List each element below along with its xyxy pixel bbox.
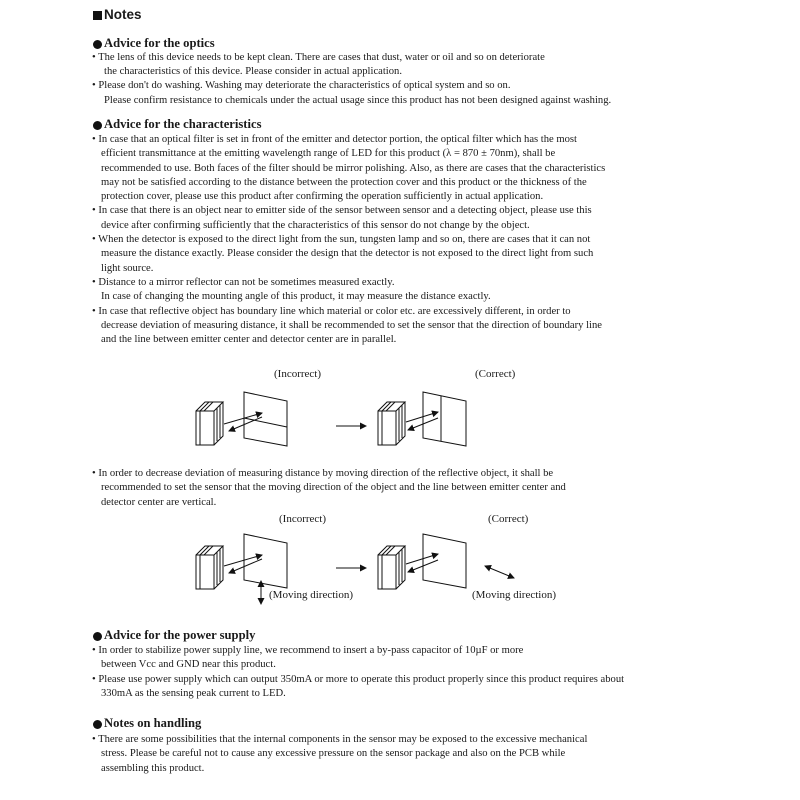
moving-direction-diagonal-arrow bbox=[485, 566, 514, 578]
characteristics-line: • In order to decrease deviation of measuring distance by moving direction of the reflective object, it shall be bbox=[92, 468, 554, 479]
section-heading-characteristics: Advice for the characteristics bbox=[104, 117, 262, 131]
sensor-block-correct-2 bbox=[378, 546, 405, 589]
sensor-block-incorrect-2 bbox=[196, 546, 223, 589]
handling-line: • There are some possibilities that the internal components in the sensor may be exposed to the excessive mechanical bbox=[92, 734, 588, 745]
characteristics-line: • In case that there is an object near to emitter side of the sensor between sensor and a detecting object, please use this bbox=[92, 205, 592, 216]
figure1-correct-caption: (Correct) bbox=[475, 368, 516, 380]
characteristics-line: light source. bbox=[101, 263, 154, 274]
characteristics-line: recommended to use. Both faces of the filter should be mirror polishing. Also, as there are cases that the characteristics bbox=[101, 163, 606, 174]
page-title: Notes bbox=[104, 7, 142, 22]
characteristics-line: efficient transmittance at the emitting wavelength range of LED for this product (λ = 870 ± 70nm), shall be bbox=[101, 148, 556, 159]
power-line: • In order to stabilize power supply line, we recommend to insert a by-pass capacitor of 10µF or more bbox=[92, 645, 524, 656]
power-line: • Please use power supply which can output 350mA or more to operate this product properly since this product requires about bbox=[92, 674, 625, 685]
section-heading-optics: Advice for the optics bbox=[104, 36, 215, 50]
characteristics-line: protection cover, please use this product after confirming the operation sufficiently in actual application. bbox=[101, 191, 544, 202]
characteristics-line: measure the distance exactly. Please consider the design that the detector is not exposed to the direct light from such bbox=[101, 248, 594, 259]
reflector-panel-correct-2 bbox=[423, 534, 466, 588]
optics-line: • Please don't do washing. Washing may deteriorate the characteristics of optical system and so on. bbox=[92, 80, 511, 91]
optics-line: Please confirm resistance to chemicals under the actual usage since this product has not been designed against washing. bbox=[104, 95, 612, 106]
figure2-correct-caption: (Correct) bbox=[488, 513, 529, 525]
bullet-dot-icon bbox=[93, 632, 102, 641]
figure2-moving-caption-incorrect: (Moving direction) bbox=[269, 589, 354, 601]
characteristics-line: device after confirming sufficiently that the characteristics of this sensor do not change by the object. bbox=[101, 220, 530, 231]
power-line: between Vcc and GND near this product. bbox=[101, 659, 276, 670]
characteristics-line: • In case that reflective object has boundary line which material or color etc. are excessively different, in order to bbox=[92, 306, 571, 317]
characteristics-line: • When the detector is exposed to the direct light from the sun, tungsten lamp and so on, there are cases that it can not bbox=[92, 234, 591, 245]
characteristics-line: may not be satisfied according to the distance between the protection cover and this product or the thickness of the bbox=[101, 177, 587, 188]
characteristics-line: • Distance to a mirror reflector can not be sometimes measured exactly. bbox=[92, 277, 395, 288]
handling-line: assembling this product. bbox=[101, 763, 205, 774]
characteristics-line: recommended to set the sensor that the moving direction of the object and the line between emitter center and bbox=[101, 482, 566, 493]
figure1-incorrect-caption: (Incorrect) bbox=[274, 368, 322, 380]
handling-line: stress. Please be careful not to cause any excessive pressure on the sensor package and also on the PCB while bbox=[101, 748, 566, 759]
bullet-dot-icon bbox=[93, 720, 102, 729]
optics-line: the characteristics of this device. Please consider in actual application. bbox=[104, 66, 402, 77]
reflector-panel-incorrect-2 bbox=[244, 534, 287, 588]
characteristics-line: In case of changing the mounting angle of this product, it may measure the distance exactly. bbox=[101, 291, 491, 302]
characteristics-line: and the line between emitter center and detector center are in parallel. bbox=[101, 334, 397, 345]
characteristics-line: detector center are vertical. bbox=[101, 497, 217, 508]
figure2-moving-caption-correct: (Moving direction) bbox=[472, 589, 557, 601]
characteristics-line: decrease deviation of measuring distance, it shall be recommended to set the sensor that the direction of boundary line bbox=[101, 320, 602, 331]
power-line: 330mA as the sensing peak current to LED. bbox=[101, 688, 286, 699]
figure2-incorrect-caption: (Incorrect) bbox=[279, 513, 327, 525]
section-heading-handling: Notes on handling bbox=[104, 716, 202, 730]
optics-line: • The lens of this device needs to be kept clean. There are cases that dust, water or oil and so on deteriorate bbox=[92, 52, 545, 63]
characteristics-line: • In case that an optical filter is set in front of the emitter and detector portion, the optical filter which has the most bbox=[92, 134, 577, 145]
section-heading-power: Advice for the power supply bbox=[104, 628, 256, 642]
